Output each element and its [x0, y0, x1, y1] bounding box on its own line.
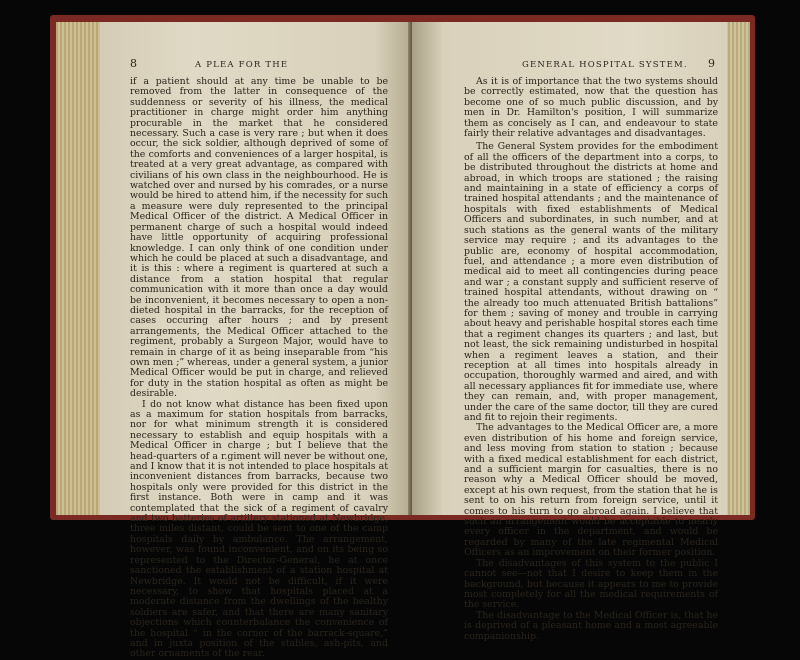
running-head: GENERAL HOSPITAL SYSTEM.	[522, 60, 688, 70]
paragraph: I do not know what distance has been fixed upon as a maximum for station hospitals from barracks, nor for what minimum strength it is considered necessary to establish and equip hospitals with a Medical Officer in charge ; but I believe that the head-quarters of a r.giment will never be without one, and I know that it is not intended to place hospitals at inconvenient distances from barracks, because two hospitals only were provided for this district in the first instance. Both were in camp and it was contemplated that the sick of a regiment of cavalry and two batteries of artillery stationed at Newbridge, three miles distant, could be sent to one of the camp hospitals daily by ambulance. The arrangement, however, was found inconvenient, and on its being so represented to the Director-General, he at once sanctioned the establishment of a station hospital at Newbridge. It would not be difficult, if it were necessary, to show that hospitals placed at a moderate distance from the dwellings of the healthy soldiers are safer, and that there are many sanitary objections which counterbalance the convenience of the hospital “ in the corner of the barrack-square,” and in juxta position of the stables, ash-pits, and other ornaments of the rear.	[130, 398, 388, 660]
left-page	[100, 22, 412, 660]
paragraph: The General System provides for the embodiment of all the officers of the department into a corps, to be distributed throughout the districts at home and abroad, in which troops are stationed ; the raising and maintaining in a state of efficiency a corps of trained hospital attendants ; and the maintenance of hospitals with fixed establishments of Medical Officers and subordinates, in such number, and at such stations as the general wants of the military service may require ; and its advantages to the public are, economy of hospital accommodation, fuel, and attendance ; a more even distribution of medical aid to meet all contingencies during peace and war ; a constant supply and sufficient reserve of trained hospital attendants, without drawing on “ the already too much attenuated British battalions” for them ; saving of money and trouble in carrying about heavy and perishable hospital stores each time that a regiment changes its quarters ; and last, but not least, the sick remaining undisturbed in hospital when a regiment leaves a station, and their reception at all times into hospitals already in occupation, thoroughly warmed and aired, and with all necessary appliances fit for immediate use, where they can remain, and, with proper management, under the care of the same doctor, till they are cured and fit to rejoin their regiments.	[464, 141, 718, 423]
page-edges-left	[56, 22, 106, 515]
paragraph: As it is of importance that the two systems should be correctly estimated, now that the question has become one of so much public discussion, and by men in Dr. Hamilton's position, I will summarize them as concisely as I can, and endeavour to state fairly their relative advantages and disadvantages.	[464, 76, 718, 140]
paragraph: The disadvantages of this system to the public I cannot see—not that I desire to keep them in the background, but because it appears to me to provide most completely for all the medical requirements of the service.	[464, 557, 718, 611]
paragraph: The advantages to the Medical Officer are, a more even distribution of his home and foreign service, and less moving from station to station ; because with a fixed medical establishment for each district, and a sufficient margin for casualties, there is no reason why a Medical Officer should be moved, except at his own request, from the station that he is sent to on his return from foreign service, until it comes to his turn to go abroad again. I believe that such an arrangement would be acceptable to nearly every officer in the department, and would be regarded by many of the late regimental Medical Officers as an improvement on their former position.	[464, 422, 718, 559]
right-page	[412, 22, 727, 642]
page-body	[464, 77, 718, 642]
page-number: 8	[130, 57, 137, 70]
running-head: A PLEA FOR THE	[195, 60, 289, 70]
paragraph: if a patient should at any time be unable to be removed from the latter in consequence of the suddenness or severity of his illness, the medical practitioner in charge might order him anything procurable in the market that he considered necessary. Such a case is very rare ; but when it does occur, the sick soldier, although deprived of some of the comforts and conveniences of a larger hospital, is treated at a very great advantage, as compared with civilians of his own class in the neighbourhood. He is watched over and nursed by his comrades, or a nurse would be hired to attend him, if the necessity for such a measure were duly represented to the principal Medical Officer of the district. A Medical Officer in permanent charge of such a hospital would indeed have little opportunity of acquiring professional knowledge. I can only think of one condition under which he could be placed at such a disadvantage, and it is this : where a regiment is quartered at such a distance from a station hospital that regular communication with it more than once a day would be inconvenient, it becomes necessary to open a non-dieted hospital in the barracks, for the reception of cases occuring after hours ; and by present arrangements, the Medical Officer attached to the regiment, probably a Surgeon Major, would have to remain in charge of it as being inseparable from “his own men ;” whereas, under a general system, a junior Medical Officer would be put in charge, and relieved for duty in the station hospital as often as might be desirable.	[130, 76, 388, 400]
paragraph: The disadvantage to the Medical Officer is, that he is deprived of a pleasant home and a most agreeable companionship.	[464, 609, 718, 642]
page-number: 9	[708, 57, 715, 70]
page-body	[130, 77, 388, 660]
